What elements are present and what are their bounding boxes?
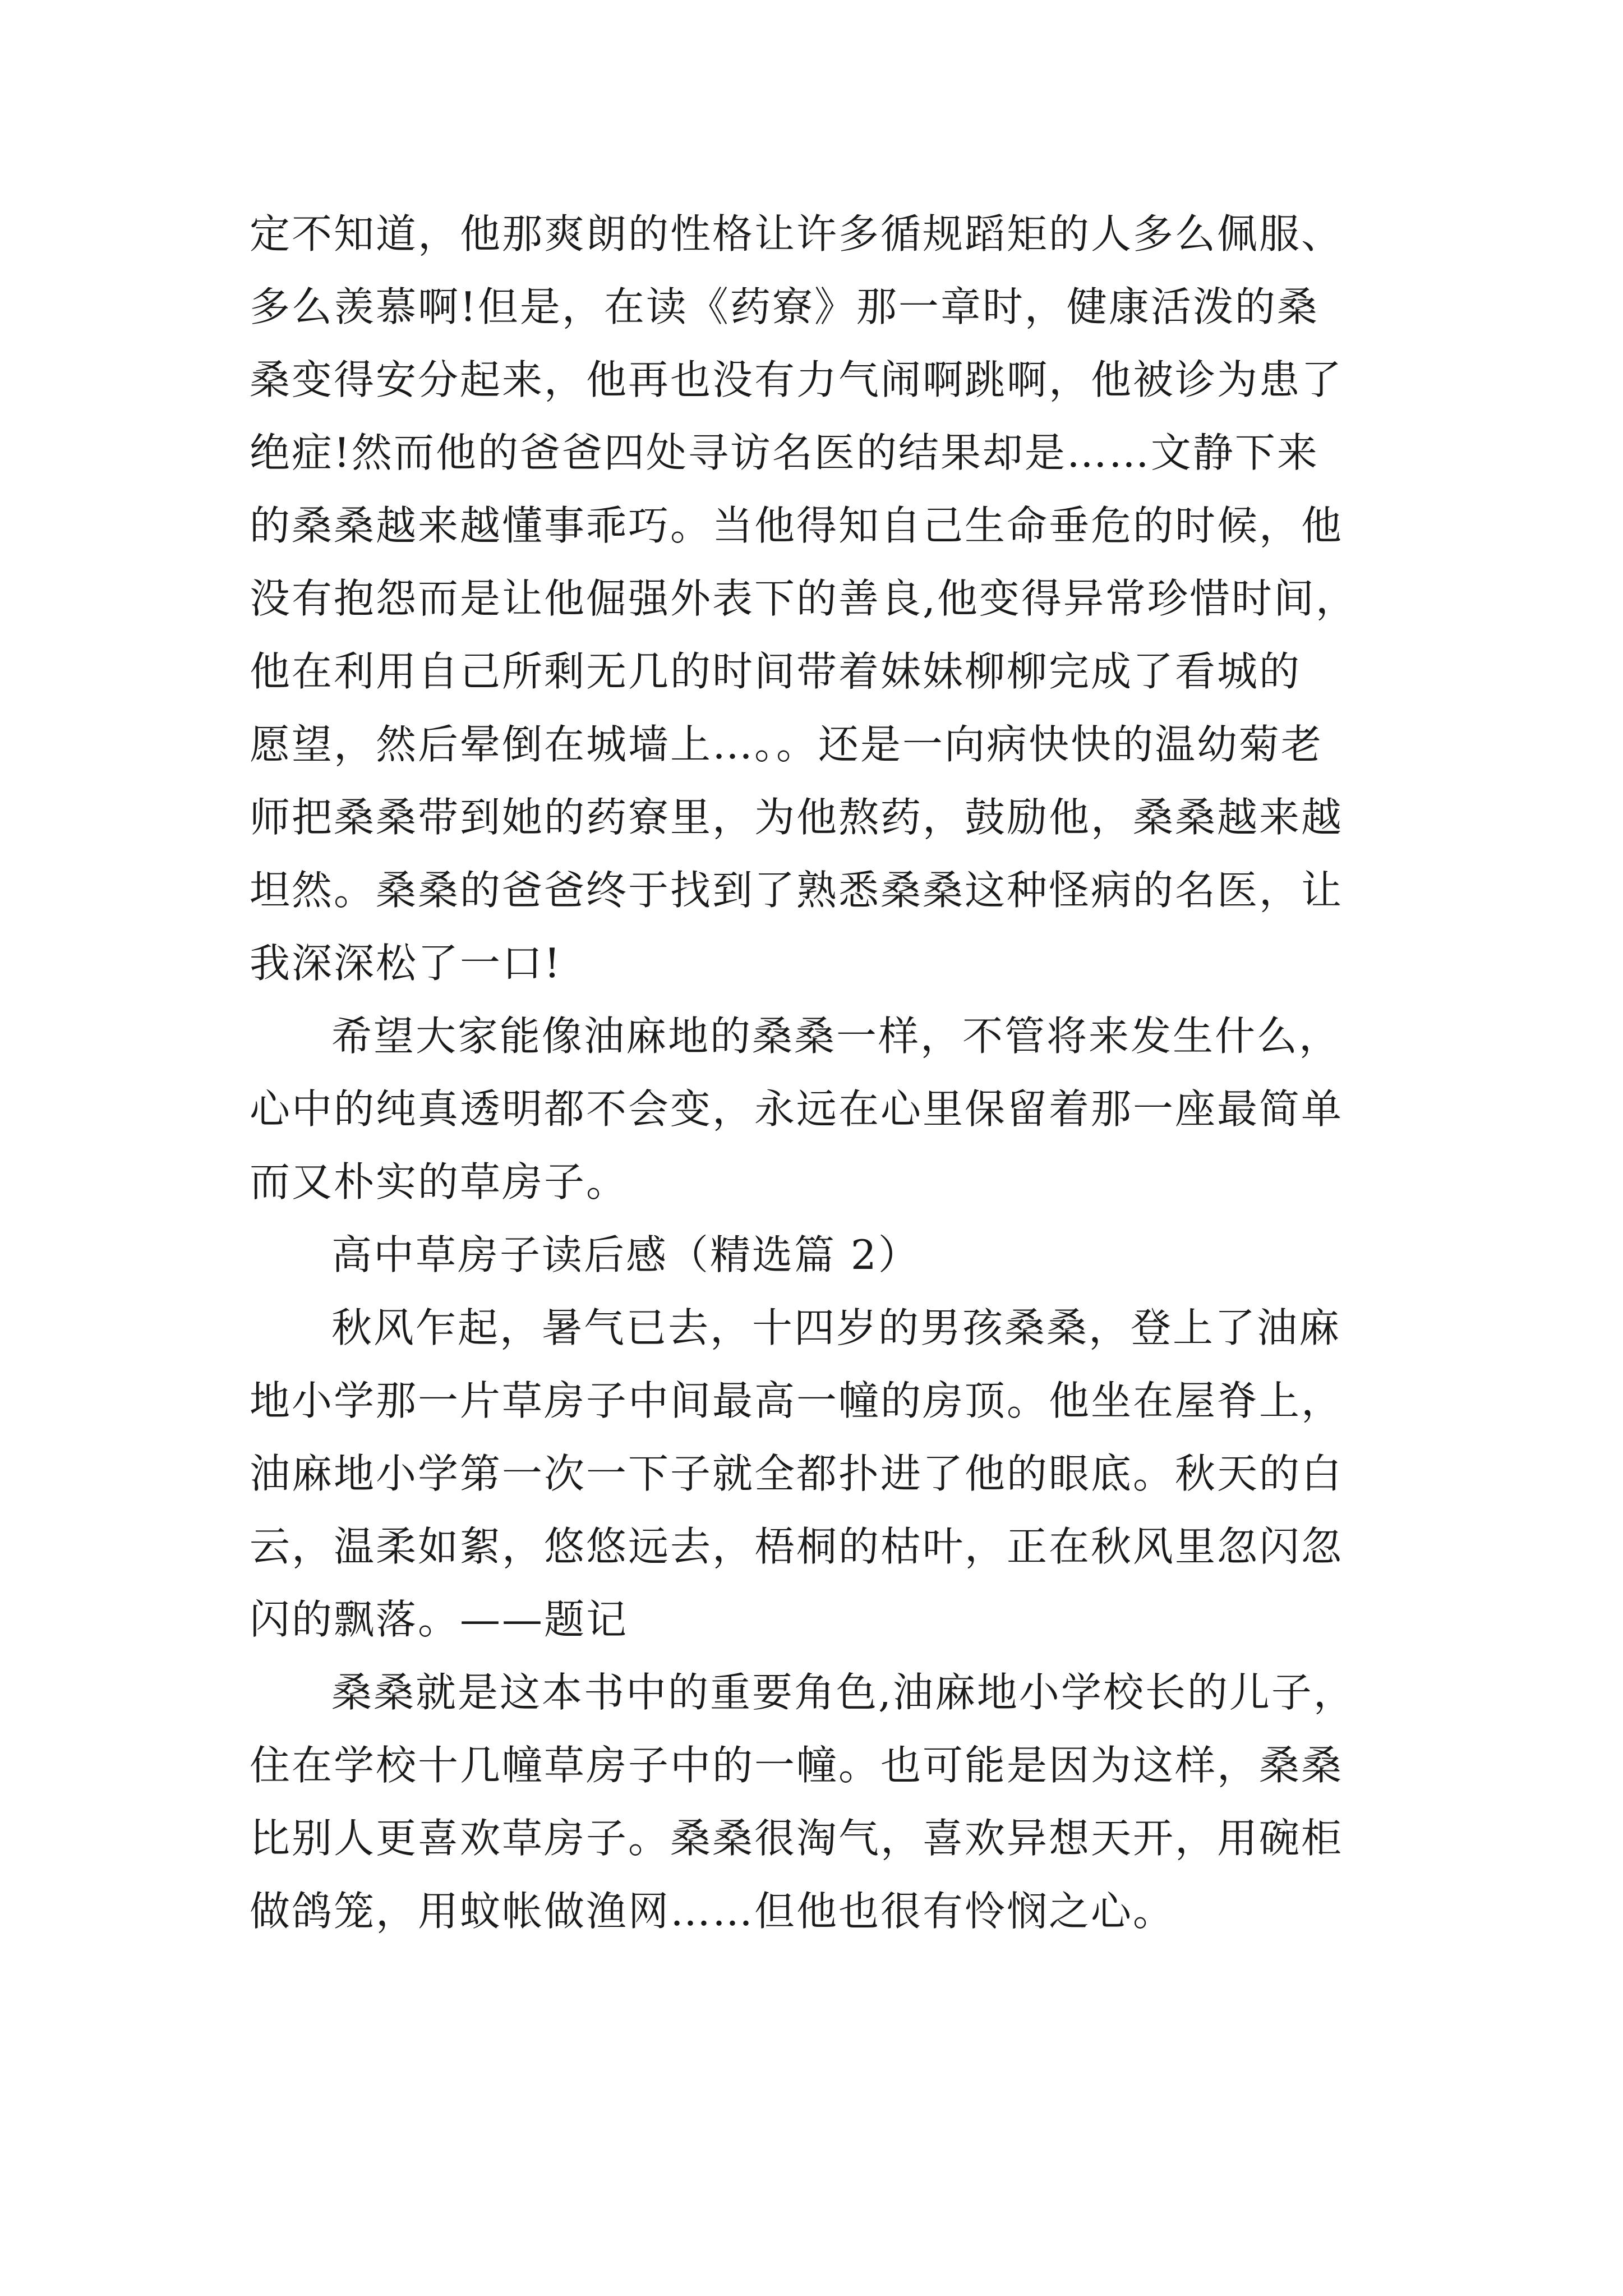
text-line: 师把桑桑带到她的药寮里，为他熬药，鼓励他，桑桑越来越 [250, 794, 1344, 841]
text-line: 油麻地小学第一次一下子就全都扑进了他的眼底。秋天的白 [250, 1450, 1344, 1497]
text-line: 住在学校十几幢草房子中的一幢。也可能是因为这样，桑桑 [250, 1742, 1344, 1789]
text-line: 他在利用自己所剩无几的时间带着妹妹柳柳完成了看城的 [250, 648, 1302, 695]
text-line: 定不知道，他那爽朗的性格让许多循规蹈矩的人多么佩服、 [250, 210, 1344, 257]
text-line: 闪的飘落。——题记 [250, 1596, 629, 1643]
text-line: 的桑桑越来越懂事乖巧。当他得知自己生命垂危的时候，他 [250, 502, 1344, 549]
text-line: 多么羡慕啊!但是，在读《药寮》那一章时，健康活泼的桑 [250, 283, 1319, 330]
text-line: 桑桑就是这本书中的重要角色,油麻地小学校长的儿子， [331, 1669, 1355, 1716]
body-text [250, 197, 1399, 1948]
text-line: 桑变得安分起来，他再也没有力气闹啊跳啊，他被诊为患了 [250, 356, 1344, 403]
text-line: 地小学那一片草房子中间最高一幢的房顶。他坐在屋脊上， [250, 1377, 1344, 1424]
text-line: 绝症!然而他的爸爸四处寻访名医的结果却是……文静下来 [250, 429, 1319, 476]
text-line: 而又朴实的草房子。 [250, 1158, 629, 1205]
text-line: 高中草房子读后感（精选篇 2） [331, 1231, 920, 1278]
text-line: 希望大家能像油麻地的桑桑一样，不管将来发生什么， [331, 1013, 1341, 1060]
text-line: 坦然。桑桑的爸爸终于找到了熟悉桑桑这种怪病的名医，让 [250, 867, 1344, 914]
text-line: 云，温柔如絮，悠悠远去，梧桐的枯叶，正在秋风里忽闪忽 [250, 1523, 1344, 1570]
text-line: 没有抱怨而是让他倔强外表下的善良,他变得异常珍惜时间， [250, 575, 1358, 622]
text-line: 愿望，然后晕倒在城墙上…。。还是一向病快快的温幼菊老 [250, 721, 1324, 768]
text-line: 秋风乍起，暑气已去，十四岁的男孩桑桑，登上了油麻 [331, 1304, 1341, 1351]
text-line: 做鸽笼，用蚊帐做渔网……但他也很有怜悯之心。 [250, 1888, 1175, 1935]
text-line: 我深深松了一口! [250, 940, 562, 987]
text-line: 心中的纯真透明都不会变，永远在心里保留着那一座最简单 [250, 1085, 1344, 1133]
text-line: 比别人更喜欢草房子。桑桑很淘气，喜欢异想天开，用碗柜 [250, 1815, 1344, 1862]
